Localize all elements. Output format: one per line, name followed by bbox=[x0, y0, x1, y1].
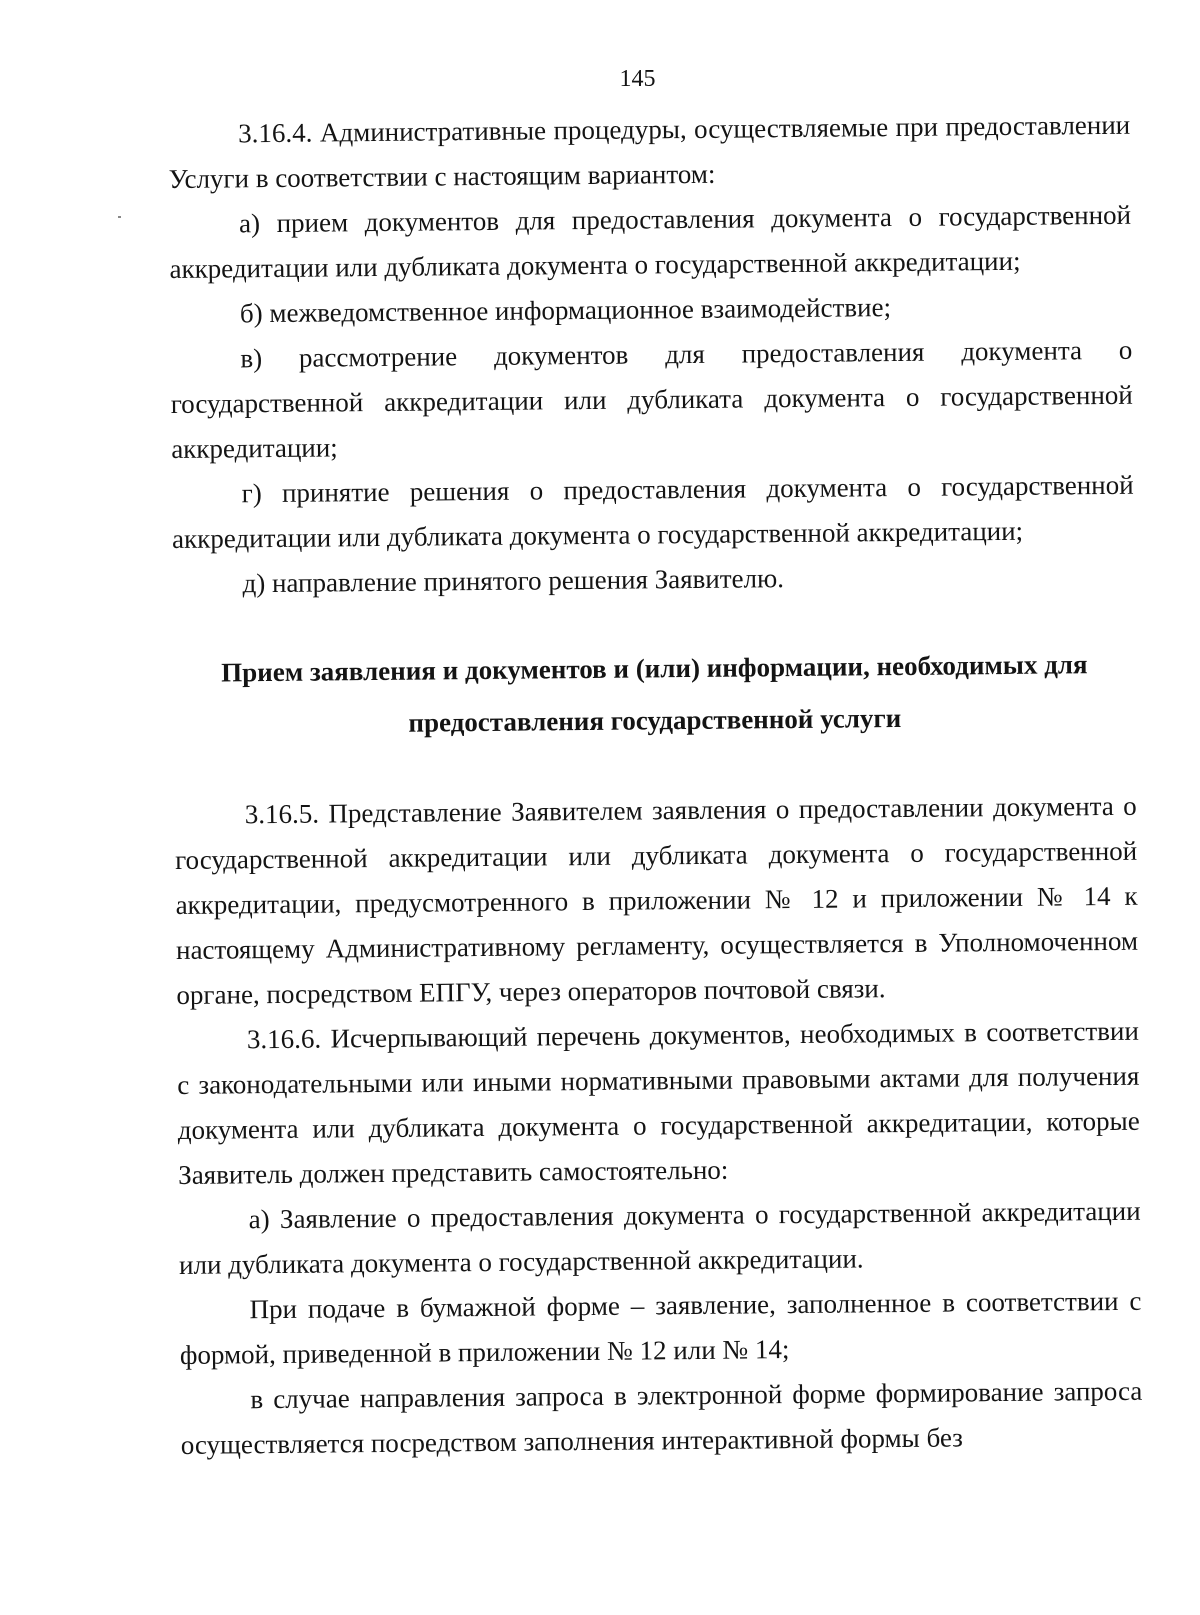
list-item-g: г) принятие решения о предоставления документа о государственной аккредитации или дубликата документа о государственной аккредитации; bbox=[171, 469, 1134, 554]
list-item-v: в) рассмотрение документов для предоставления документа о государственной аккредитации или дубликата документа о государственной аккредитации; bbox=[170, 334, 1133, 464]
list-item-b: б) межведомственное информационное взаимодействие; bbox=[239, 292, 892, 329]
paragraph-3-16-5: 3.16.5. Представление Заявителем заявления о предоставлении документа о государственной аккредитации или дубликата документа о государственной аккредитации, предусмотренного в приложении № 12 и приложении № 14 к настоящему Административному регламенту, осуществляется в Уполномоченном органе, посредством ЕПГУ, через операторов почтовой связи. bbox=[175, 790, 1139, 1010]
list-item-a: а) прием документов для предоставления документа о государственной аккредитации или дубликата документа о государственной аккредитации; bbox=[169, 199, 1132, 284]
section-heading bbox=[173, 638, 1136, 751]
section-heading-line-2: предоставления государственной услуги bbox=[408, 702, 902, 738]
document-body bbox=[168, 103, 1143, 1468]
list-item-application: а) Заявление о предоставления документа о государственной аккредитации или дубликата документа о государственной аккредитации. bbox=[178, 1195, 1141, 1280]
list-item-d: д) направление принятого решения Заявителю. bbox=[242, 563, 785, 599]
paragraph-3-16-4: 3.16.4. Административные процедуры, осуществляемые при предоставлении Услуги в соответствии с настоящим вариантом: bbox=[168, 109, 1131, 194]
section-heading-line-1: Прием заявления и документов и (или) информации, необходимых для bbox=[221, 649, 1088, 688]
paragraph-paper-form: При подаче в бумажной форме – заявление, заполненное в соответствии с формой, приведенной в приложении № 12 или № 14; bbox=[179, 1285, 1142, 1370]
paragraph-electronic-form: в случае направления запроса в электронной форме формирование запроса осуществляется посредством заполнения интерактивной формы без bbox=[180, 1375, 1143, 1460]
paragraph-3-16-6: 3.16.6. Исчерпывающий перечень документов, необходимых в соответствии с законодательными или иными нормативными правовыми актами для получения документа или дубликата документа о государственной аккредитации, которые Заявитель должен представить самостоятельно: bbox=[177, 1015, 1140, 1190]
scan-speck bbox=[118, 216, 121, 218]
page-number: 145 bbox=[619, 66, 656, 92]
